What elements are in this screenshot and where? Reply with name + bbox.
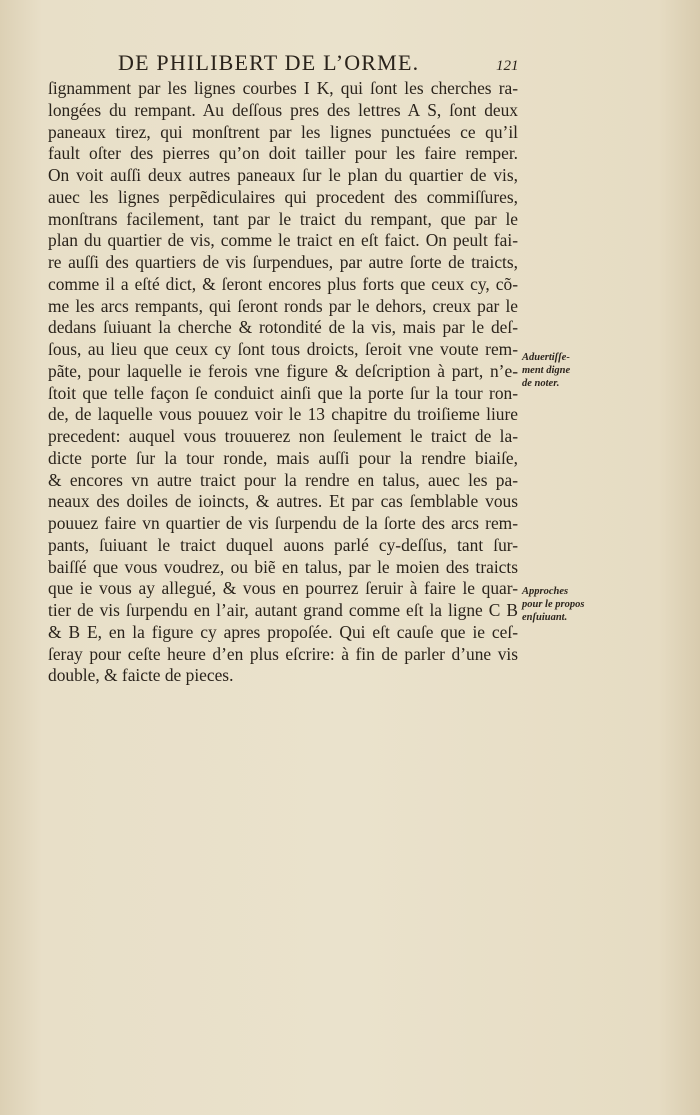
margin-note-line: ment digne <box>522 365 571 376</box>
margin-note-line: pour le propos <box>522 599 585 610</box>
page-number: 121 <box>496 58 519 74</box>
text-line: pants, ſuiuant le traict duquel auons parlé cy-deſſus, tant ſur- <box>48 534 518 555</box>
page-header <box>0 50 700 80</box>
margin-note-line: Approches <box>522 586 569 597</box>
text-line: ſous, au lieu que ceux cy ſont tous droicts, ſeroit vne voute rem- <box>48 339 518 359</box>
text-line: pãte, pour laquelle ie ferois vne figure & deſcription à part, n’e- <box>48 360 518 381</box>
text-line: monſtrans facilement, tant par le traict du rempant, que par le <box>48 208 518 229</box>
margin-note-approches <box>522 585 592 624</box>
text-line: On voit auſſi deux autres paneaux ſur le plan du quartier de vis, <box>48 165 518 185</box>
text-line: ſtoit que telle façon ſe conduict ainſi que la porte ſur la tour ron- <box>48 382 518 403</box>
text-line: tier de vis ſurpendu en l’air, autant grand comme eſt la ligne C B <box>48 600 518 620</box>
text-line: ſeray pour ceſte heure d’en plus eſcrire: à fin de parler d’une vis <box>48 643 518 664</box>
text-line: & B E, en la figure cy apres propoſée. Qui eſt cauſe que ie ceſ- <box>48 621 518 642</box>
text-line: comme il a eſté dict, & ſeront encores plus forts que ceux cy, cõ- <box>48 273 518 294</box>
text-line: double, & faicte de pieces. <box>48 665 234 686</box>
text-line: me les arcs rempants, qui ſeront ronds par le dehors, creux par le <box>48 295 518 316</box>
text-line: & encores vn autre traict pour la rendre en talus, auec les pa- <box>48 469 518 490</box>
text-line: plan du quartier de vis, comme le traict en eſt faict. On peult fai- <box>48 230 518 251</box>
margin-note-line: Aduertiſſe- <box>522 352 570 363</box>
text-line: auec les lignes perpẽdiculaires qui procedent des commiſſures, <box>48 186 518 207</box>
text-line: re auſſi des quartiers de vis ſurpendues, par autre ſorte de traicts, <box>48 252 518 272</box>
text-line: de, de laquelle vous pouuez voir le 13 chapitre du troiſieme liure <box>48 404 518 425</box>
margin-note-line: enſuiuant. <box>522 612 568 623</box>
text-line: longées du rempant. Au deſſous pres des lettres A S, ſont deux <box>48 99 518 120</box>
text-line: que ie vous ay allegué, & vous en pourrez ſeruir à faire le quar- <box>48 578 518 599</box>
text-line: fault oſter des pierres qu’on doit tailler pour les faire remper. <box>48 143 518 164</box>
running-title: DE PHILIBERT DE L’ORME. <box>118 50 420 75</box>
text-line: ſignamment par les lignes courbes I K, qui ſont les cherches ra- <box>48 78 518 98</box>
margin-note-advertissement <box>522 351 592 390</box>
text-line: baiſſé que vous voudrez, ou biẽ en talus, par le moien des traicts <box>48 556 518 577</box>
text-line: pouuez faire vn quartier de vis ſurpendu de la ſorte des arcs rem- <box>48 513 518 533</box>
text-line: neaux des doiles de ioincts, & autres. Et par cas ſemblable vous <box>48 491 518 512</box>
text-line: precedent: auquel vous trouuerez non ſeulement le traict de la- <box>48 426 518 446</box>
body-text <box>48 78 518 687</box>
margin-note-line: de noter. <box>522 378 560 389</box>
text-line: paneaux tirez, qui monſtrent par les lignes punctuées ce qu’il <box>48 121 518 142</box>
text-line: dedans ſuiuant la cherche & rotondité de la vis, mais par le deſ- <box>48 317 518 338</box>
text-line: dicte porte ſur la tour ronde, mais auſſi pour la rendre biaiſe, <box>48 447 518 468</box>
